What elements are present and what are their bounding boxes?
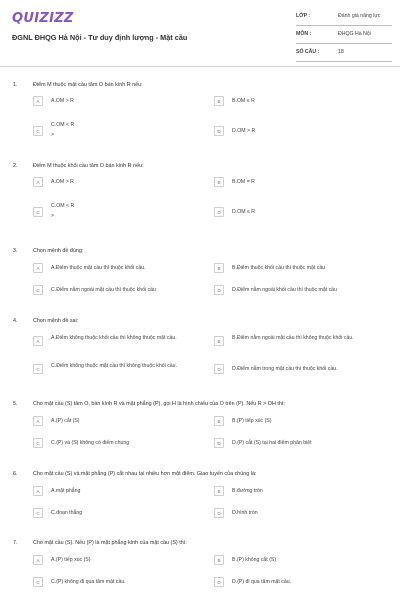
option-a[interactable] <box>33 486 214 508</box>
option-letter: D <box>214 577 224 587</box>
question-2 <box>0 159 376 225</box>
question-text: Điểm M thuộc mặt cầu tâm O bán kính R nếu: <box>33 82 143 88</box>
option-b[interactable] <box>214 416 376 438</box>
option-text: A.Điểm không thuộc khối cầu thì không thuộc mặt cầu. <box>51 334 177 341</box>
option-a[interactable] <box>33 96 214 118</box>
question-text: Cho mặt cầu (S). Nếu (P) là mặt phẳng kính của mặt cầu (S) thì: <box>33 540 187 546</box>
meta-label: LỚP : <box>296 13 311 19</box>
option-letter: B <box>214 416 224 426</box>
question-number: 6. <box>13 471 18 477</box>
option-text: C.đoạn thẳng <box>51 509 83 516</box>
question-1 <box>0 78 376 144</box>
meta-label: MÔN : <box>296 31 312 37</box>
question-number: 2. <box>13 163 18 169</box>
meta-value: 18 <box>338 49 344 55</box>
option-b[interactable] <box>214 96 376 118</box>
question-3 <box>0 244 376 299</box>
meta-label: SỐ CÂU : <box>296 49 320 55</box>
option-letter: C <box>33 207 43 217</box>
worksheet-meta <box>296 13 392 67</box>
option-letter: C <box>33 285 43 295</box>
header-divider <box>0 66 400 67</box>
question-7 <box>0 536 376 591</box>
option-letter: D <box>214 285 224 295</box>
question-number: 1. <box>13 82 18 88</box>
question-text: Chọn mệnh đề đúng: <box>33 248 84 254</box>
option-letter: B <box>214 336 224 346</box>
option-c[interactable] <box>33 285 214 299</box>
question-text: Chọn mệnh đề sai: <box>33 318 79 324</box>
option-text: D.OM > R <box>232 127 256 134</box>
option-letter: C <box>33 577 43 587</box>
option-d[interactable] <box>214 126 376 136</box>
option-text-block <box>51 203 84 222</box>
option-letter: C <box>33 508 43 518</box>
option-letter: B <box>214 177 224 187</box>
question-text: Cho mặt cầu (S) và mặt phẳng (P) cắt nhau tại nhiều hơn một điểm. Giao tuyến của chúng là: <box>33 471 257 477</box>
option-letter: A <box>33 177 43 187</box>
option-letter: C <box>33 126 43 136</box>
option-c[interactable] <box>33 438 214 452</box>
option-text-extra: > <box>51 212 55 219</box>
option-b[interactable] <box>214 555 376 577</box>
option-text: A.OM > R <box>51 178 74 185</box>
option-text: D.OM ≤ R <box>232 208 256 215</box>
meta-row-question-count <box>296 49 392 62</box>
option-letter: D <box>214 364 224 374</box>
option-c[interactable] <box>33 203 214 222</box>
option-text: D.Điểm nằm trong mặt cầu thì thuộc khối cầu. <box>232 366 338 372</box>
option-text: A.Điểm thuộc mặt cầu thì thuộc khối cầu. <box>51 264 146 271</box>
question-number: 5. <box>13 401 18 407</box>
option-text: A.mặt phẳng <box>51 487 81 494</box>
meta-row-class <box>296 13 392 26</box>
question-text: Điểm M thuộc khối cầu tâm O bán kính R nếu: <box>33 163 144 169</box>
option-text: B.(P) không cắt (S) <box>232 556 277 563</box>
option-a[interactable] <box>33 177 214 199</box>
option-text: C.Điểm nằm ngoài mặt cầu thì thuộc khối cầu <box>51 286 156 293</box>
option-letter: D <box>214 508 224 518</box>
option-c[interactable] <box>33 508 214 522</box>
option-letter: A <box>33 96 43 106</box>
meta-row-subject <box>296 31 392 44</box>
meta-value: Đánh giá năng lực <box>338 13 381 19</box>
option-letter: D <box>214 438 224 448</box>
option-a[interactable] <box>33 263 214 285</box>
option-text: C.(P) và (S) không có điểm chung <box>51 439 130 446</box>
option-letter: B <box>214 96 224 106</box>
option-text: C.OM < R <box>51 202 75 209</box>
option-c[interactable] <box>33 361 214 383</box>
option-text: B.đường tròn <box>232 487 263 494</box>
option-letter: A <box>33 263 43 273</box>
question-4 <box>0 314 376 383</box>
option-text-block <box>51 122 84 141</box>
option-a[interactable] <box>33 416 214 438</box>
option-d[interactable] <box>214 508 376 522</box>
option-letter: B <box>214 486 224 496</box>
option-letter: C <box>33 364 43 374</box>
option-c[interactable] <box>33 577 214 591</box>
option-letter: A <box>33 555 43 565</box>
option-text: D.hình tròn <box>232 509 258 516</box>
option-text: D.(P) đi qua tâm mặt cầu. <box>232 578 292 585</box>
option-text: C.OM < R <box>51 121 75 128</box>
option-text: B.(P) tiếp xúc (S) <box>232 417 272 424</box>
option-text: B.Điểm thuộc khối cầu thì thuộc mặt cầu <box>232 264 326 271</box>
option-letter: D <box>214 126 224 136</box>
option-d[interactable] <box>214 207 376 217</box>
question-text: Cho mặt cầu (S) tâm O, bán kính R và mặt phẳng (P), gọi H là hình chiếu của O trên (P). Nếu R > OH thì: <box>33 401 285 407</box>
option-letter: A <box>33 336 43 346</box>
option-letter: A <box>33 486 43 496</box>
option-text: A.(P) cắt (S) <box>51 417 80 424</box>
option-b[interactable] <box>214 486 376 508</box>
option-c[interactable] <box>33 122 214 141</box>
option-b[interactable] <box>214 263 376 285</box>
option-text: A.(P) tiếp xúc (S) <box>51 556 91 563</box>
meta-value: ĐHQG Hà Nội <box>338 31 371 37</box>
option-d[interactable] <box>214 285 376 299</box>
worksheet-header <box>0 0 400 58</box>
question-5 <box>0 397 376 452</box>
worksheet-title: ĐGNL ĐHQG Hà Nội - Tư duy định lượng - Mặt cầu <box>12 33 188 42</box>
option-text: B.OM ≤ R <box>232 97 255 104</box>
option-letter: D <box>214 207 224 217</box>
option-b[interactable] <box>214 177 376 199</box>
option-text-extra: > <box>51 131 55 138</box>
option-letter: A <box>33 416 43 426</box>
option-a[interactable] <box>33 333 214 361</box>
option-text: D.Điểm nằm ngoài khối cầu thì thuộc mặt cầu <box>232 286 337 293</box>
option-a[interactable] <box>33 555 214 577</box>
option-d[interactable] <box>214 438 376 452</box>
option-d[interactable] <box>214 577 376 591</box>
option-d[interactable] <box>214 361 376 383</box>
option-letter: C <box>33 438 43 448</box>
option-text: D.(P) cắt (S) tại hai điểm phân biệt <box>232 439 312 446</box>
option-text: C.(P) không đi qua tâm mặt cầu. <box>51 578 126 585</box>
option-text: C.Điểm không thuộc mặt cầu thì không thuộc khối cầu. <box>51 362 178 369</box>
option-text: B.OM = R <box>232 178 255 185</box>
question-number: 7. <box>13 540 18 546</box>
option-letter: B <box>214 555 224 565</box>
quizizz-logo: QUIZIZZ <box>12 11 74 26</box>
option-b[interactable] <box>214 333 376 361</box>
question-number: 4. <box>13 318 18 324</box>
question-number: 3. <box>13 248 18 254</box>
question-6 <box>0 467 376 522</box>
option-text: A.OM > R <box>51 97 74 104</box>
option-text: B.Điểm nằm ngoài mặt cầu thì không thuộc khối cầu. <box>232 334 354 341</box>
option-letter: B <box>214 263 224 273</box>
